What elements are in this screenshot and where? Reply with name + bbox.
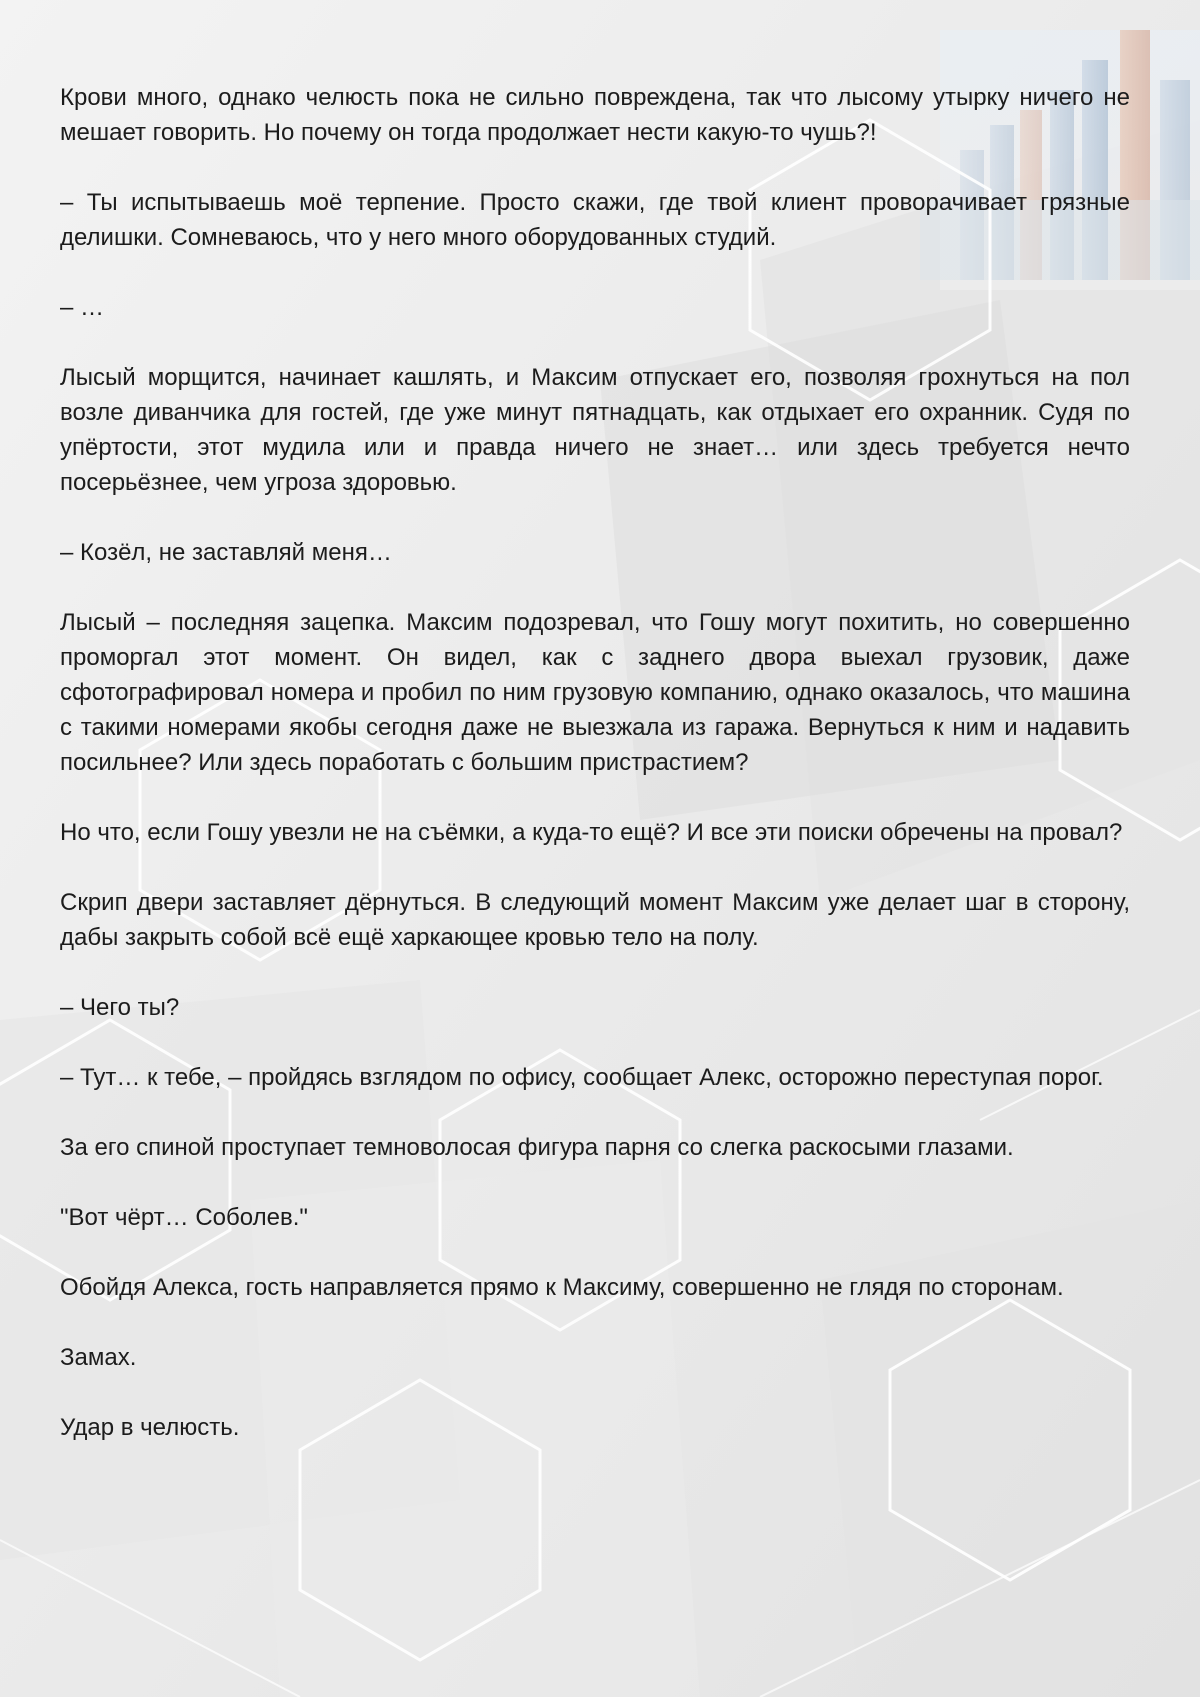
paragraph: Замах. xyxy=(60,1344,137,1371)
paragraph: – … xyxy=(60,294,105,321)
paragraph: За его спиной проступает темноволосая фигура парня со слегка раскосыми глазами. xyxy=(60,1134,1014,1161)
paragraph: – Козёл, не заставляй меня… xyxy=(60,539,392,566)
paragraph: Удар в челюсть. xyxy=(60,1414,240,1441)
paragraph: Лысый – последняя зацепка. Максим подозревал, что Гошу могут похитить, но совершенно проморгал этот момент. Он видел, как с заднего двора выехал грузовик, даже сфотографировал номера и пробил по ним грузовую компанию, однако оказалось, что машина с такими номерами якобы сегодня даже не выезжала из гаража. Вернуться к ним и надавить посильнее? Или здесь поработать с большим пристрастием? xyxy=(60,609,1130,776)
text-column xyxy=(60,80,1130,1480)
paragraph: – Чего ты? xyxy=(60,994,180,1021)
paragraph: Обойдя Алекса, гость направляется прямо к Максиму, совершенно не глядя по сторонам. xyxy=(60,1274,1064,1301)
paragraph: Скрип двери заставляет дёрнуться. В следующий момент Максим уже делает шаг в сторону, дабы закрыть собой всё ещё харкающее кровью тело на полу. xyxy=(60,889,1130,951)
paragraph: Но что, если Гошу увезли не на съёмки, а куда-то ещё? И все эти поиски обречены на провал? xyxy=(60,819,1123,846)
paragraph: "Вот чёрт… Соболев." xyxy=(60,1204,308,1231)
paragraph: – Ты испытываешь моё терпение. Просто скажи, где твой клиент проворачивает грязные делишки. Сомневаюсь, что у него много оборудованных студий. xyxy=(60,189,1130,251)
paragraph: – Тут… к тебе, – пройдясь взглядом по офису, сообщает Алекс, осторожно переступая порог. xyxy=(60,1064,1104,1091)
paragraph: Крови много, однако челюсть пока не сильно повреждена, так что лысому утырку ничего не мешает говорить. Но почему он тогда продолжает нести какую-то чушь?! xyxy=(60,84,1130,146)
paragraph: Лысый морщится, начинает кашлять, и Максим отпускает его, позволяя грохнуться на пол возле диванчика для гостей, где уже минут пятнадцать, как отдыхает его охранник. Судя по упёртости, этот мудила или и правда ничего не знает… или здесь требуется нечто посерьёзнее, чем угроза здоровью. xyxy=(60,364,1130,496)
